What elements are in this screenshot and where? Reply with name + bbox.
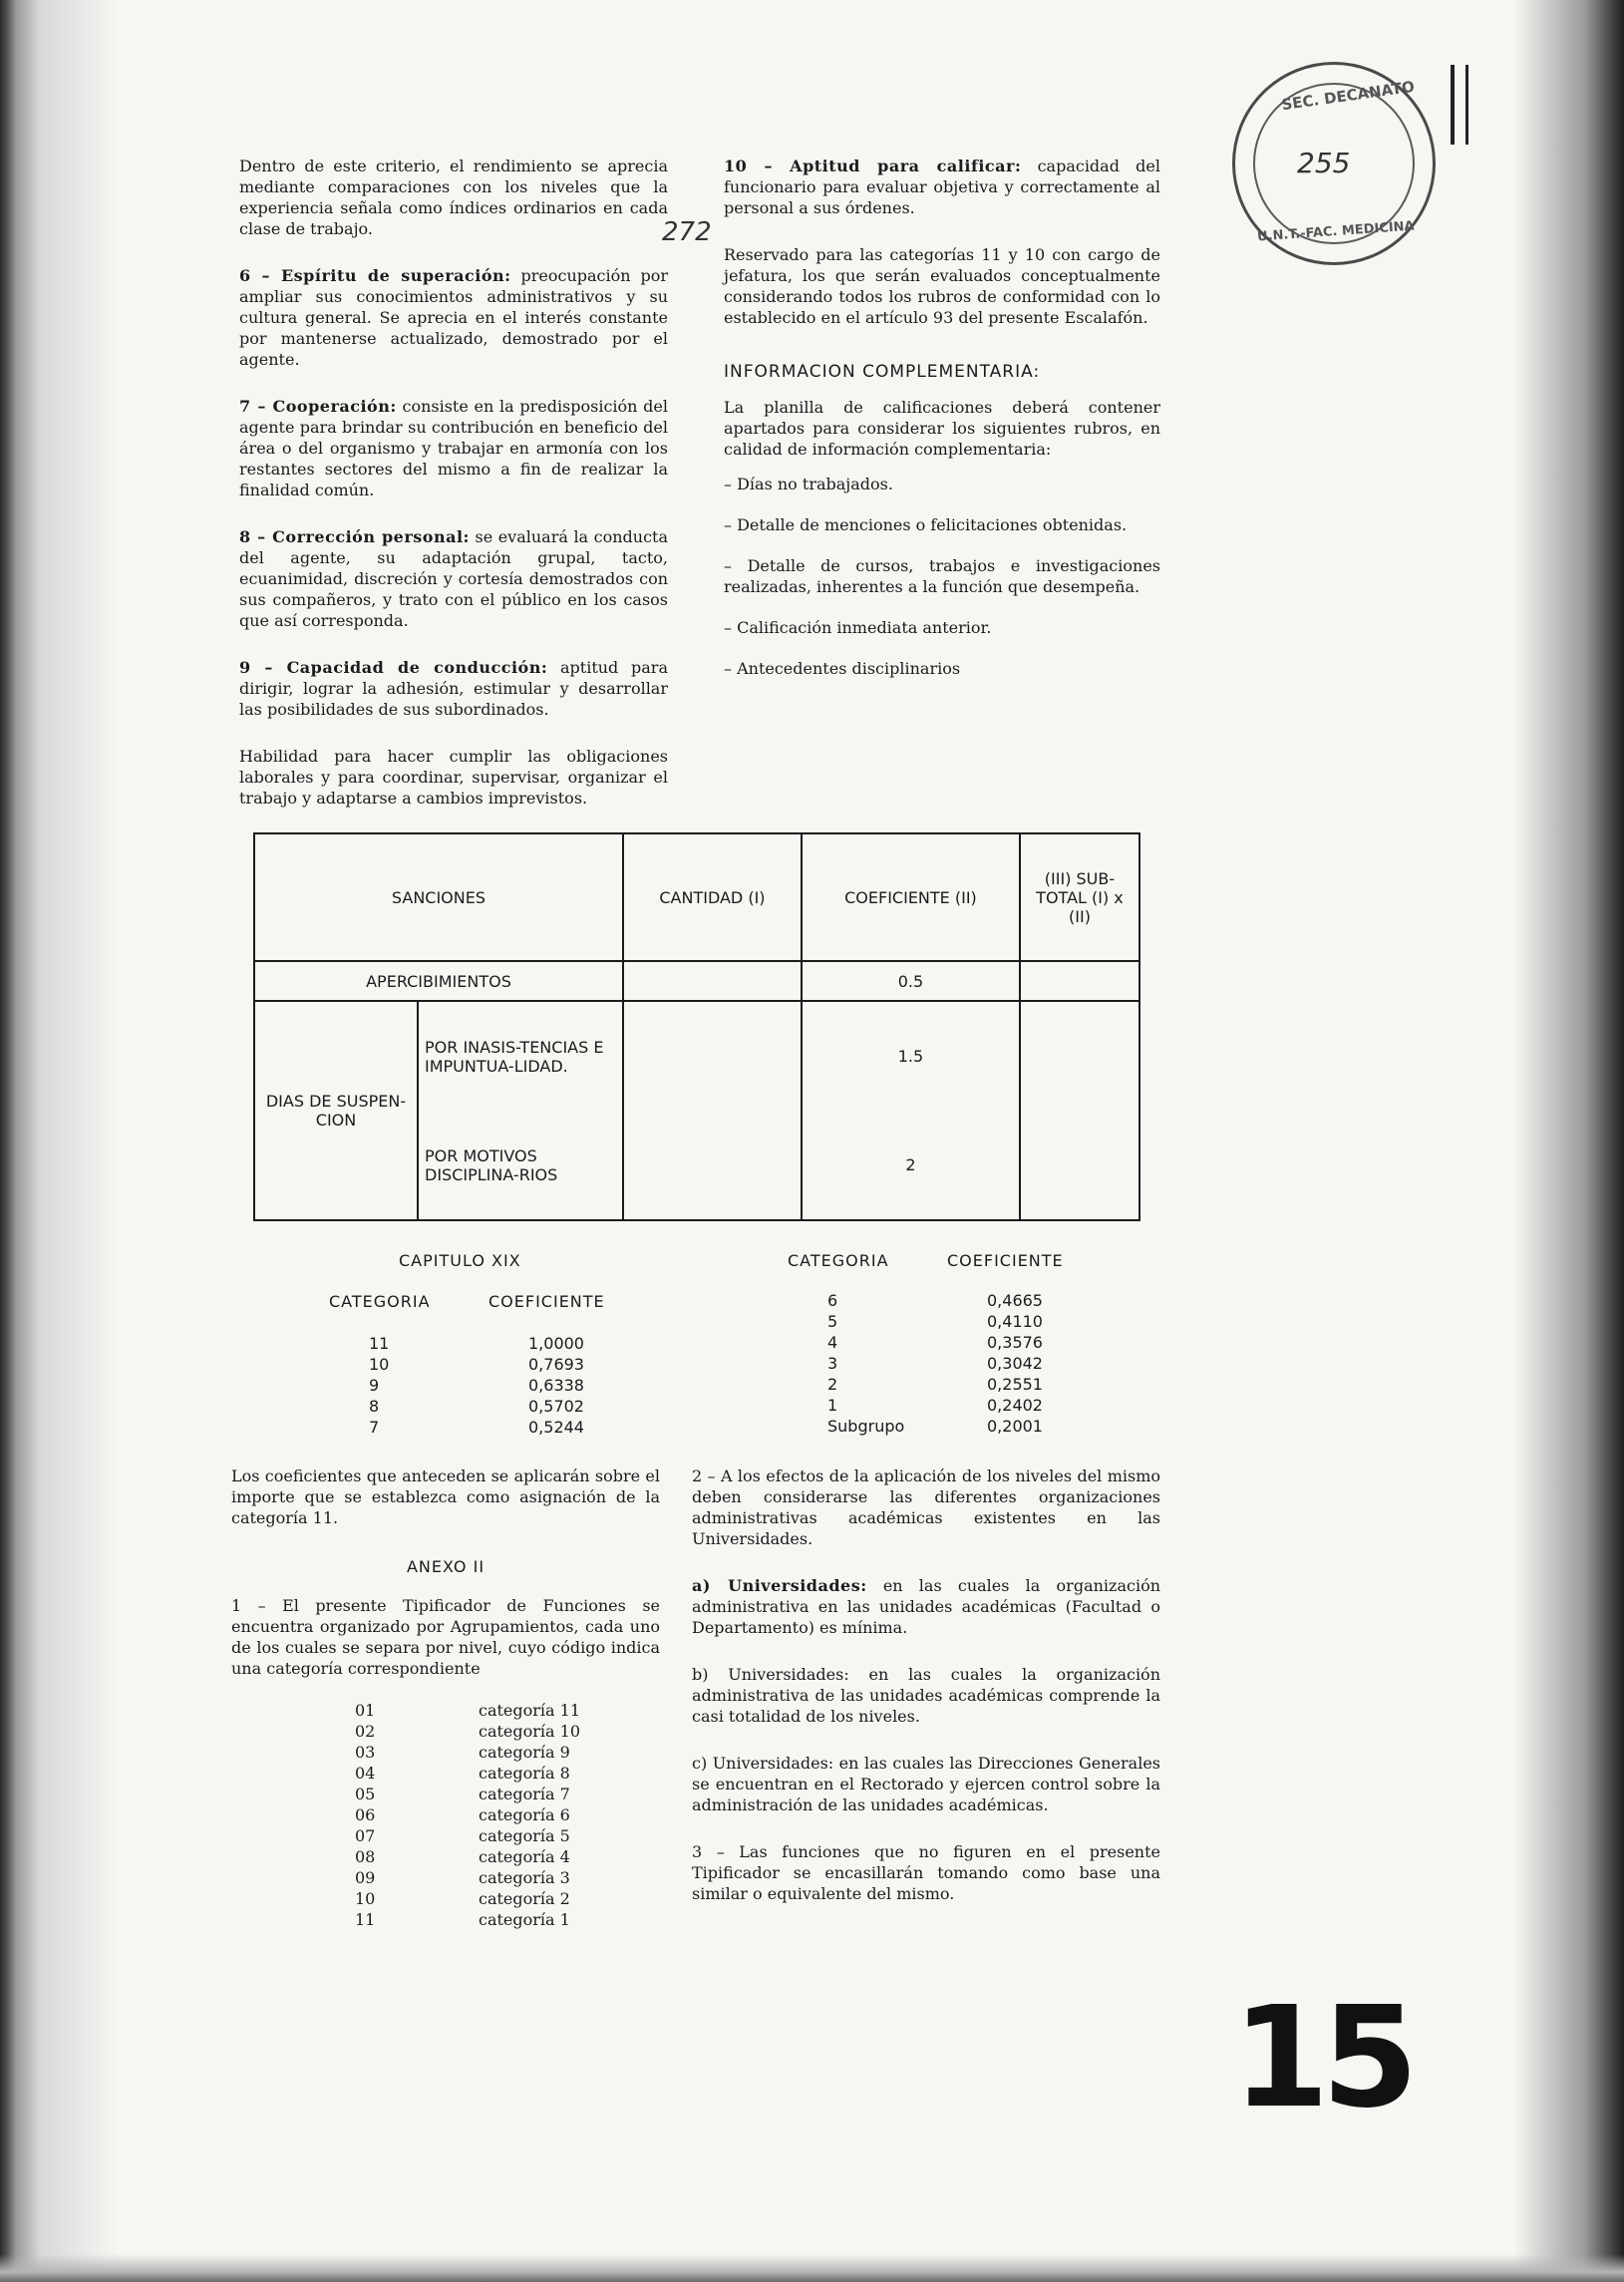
info-item: – Calificación inmediata anterior. — [724, 618, 992, 637]
right-column-top — [724, 156, 1160, 699]
coef-categoria: 11 — [369, 1334, 390, 1353]
left-top-paragraph — [239, 396, 668, 500]
coef-valor: 0,7693 — [528, 1355, 584, 1374]
coef-table-right — [758, 1251, 1137, 1451]
scan-shadow-left — [0, 0, 120, 2282]
nivel-categoria: categoría 3 — [479, 1868, 570, 1887]
nivel-code: 08 — [355, 1847, 376, 1866]
header-cantidad: CANTIDAD (I) — [623, 833, 802, 961]
cell-coef-disciplinarios: 2 — [802, 1111, 1020, 1220]
nivel-categoria: categoría 4 — [479, 1847, 570, 1866]
anexo-right-paragraph — [692, 1575, 1160, 1638]
coef-valor: 0,2551 — [987, 1375, 1043, 1394]
info-intro: La planilla de calificaciones deberá contener apartados para considerar los siguientes rubros, en calidad de información complementaria: — [724, 398, 1160, 459]
anexo-paragraph-1: 1 – El presente Tipificador de Funciones se encuentra organizado por Agrupamientos, cada uno de los cuales se separa por nivel, cuyo código indica una categoría correspondiente — [231, 1596, 660, 1678]
anexo-title: ANEXO II — [406, 1557, 486, 1576]
header-subtotal: (III) SUB-TOTAL (I) x (II) — [1020, 833, 1139, 961]
nivel-categoria-list — [329, 1701, 628, 1940]
paragraph-text: aptitud para dirigir, lograr la adhesión, estimular y desarrollar las posibilidades de sus subordinados. — [239, 658, 668, 719]
cell-cantidad — [623, 1001, 802, 1220]
nivel-categoria: categoría 7 — [479, 1785, 570, 1803]
nivel-code: 11 — [355, 1910, 376, 1929]
decanato-stamp — [1232, 62, 1436, 265]
coef-header: CATEGORIA — [788, 1251, 889, 1270]
info-item: – Días no trabajados. — [724, 475, 893, 493]
coef-valor: 0,5702 — [528, 1397, 584, 1416]
row-apercibimientos: APERCIBIMIENTOS — [254, 961, 623, 1001]
coef-valor: 0,3576 — [987, 1333, 1043, 1352]
nivel-code: 09 — [355, 1868, 376, 1887]
coef-valor: 0,4110 — [987, 1312, 1043, 1331]
row-motivos-disciplinarios: POR MOTIVOS DISCIPLINA-RIOS — [418, 1111, 623, 1220]
coef-categoria: 3 — [827, 1354, 838, 1373]
info-item: – Detalle de menciones o felicitaciones obtenidas. — [724, 515, 1128, 534]
coef-categoria: 8 — [369, 1397, 380, 1416]
scan-shadow-bottom — [0, 2254, 1624, 2282]
coef-valor: 1,0000 — [528, 1334, 584, 1353]
coef-header: COEFICIENTE — [488, 1292, 605, 1311]
nivel-code: 04 — [355, 1764, 376, 1783]
info-items-list — [724, 474, 1160, 679]
left-top-paragraph — [239, 526, 668, 631]
paragraph-text: Reservado para las categorías 11 y 10 con cargo de jefatura, los que serán evaluados conceptualmente considerando todos los rubros de conformidad con lo establecido en el artículo 93 del presente Escalafón. — [724, 245, 1160, 327]
nivel-code: 06 — [355, 1805, 376, 1824]
anexo-right-paragraph — [692, 1466, 1160, 1549]
coef-table-left — [329, 1292, 648, 1471]
nivel-categoria: categoría 8 — [479, 1764, 570, 1783]
paragraph-lead: 6 – Espíritu de superación: — [239, 266, 511, 285]
coef-header: CATEGORIA — [329, 1292, 431, 1311]
anexo-right-paragraph — [692, 1753, 1160, 1815]
cell-subtotal — [1020, 961, 1139, 1001]
scan-shadow-right — [1514, 0, 1624, 2282]
page-number: 15 — [1232, 1977, 1411, 2139]
paragraph-text: 3 – Las funciones que no figuren en el presente Tipificador se encasillarán tomando como base una similar o equivalente del mismo. — [692, 1842, 1160, 1903]
coef-categoria: 2 — [827, 1375, 838, 1394]
sanctions-table — [253, 832, 1140, 1221]
nivel-categoria: categoría 5 — [479, 1826, 570, 1845]
paragraph-lead: 10 – Aptitud para calificar: — [724, 157, 1022, 175]
group-dias-suspension: DIAS DE SUSPEN-CION — [254, 1001, 418, 1220]
left-top-paragraph — [239, 265, 668, 370]
paragraph-lead: 9 – Capacidad de conducción: — [239, 658, 548, 677]
capitulo-title — [399, 1251, 521, 1270]
nivel-categoria: categoría 6 — [479, 1805, 570, 1824]
paragraph-lead: 8 – Corrección personal: — [239, 527, 470, 546]
nivel-categoria: categoría 9 — [479, 1743, 570, 1762]
coef-valor: 0,5244 — [528, 1418, 584, 1437]
paragraph-text: 2 – A los efectos de la aplicación de los niveles del mismo deben considerarse las diferentes organizaciones administrativas académicas existentes en las Universidades. — [692, 1467, 1160, 1548]
nivel-categoria: categoría 10 — [479, 1722, 581, 1741]
stamp-top-text: SEC. DECANATO — [1280, 77, 1416, 115]
cell-coef-apercibimientos: 0.5 — [802, 961, 1020, 1001]
paragraph-lead: 7 – Cooperación: — [239, 397, 397, 416]
cell-coef-inasistencias: 1.5 — [802, 1001, 1020, 1111]
nivel-code: 03 — [355, 1743, 376, 1762]
coef-categoria: 6 — [827, 1291, 838, 1310]
coef-valor: 0,4665 — [987, 1291, 1043, 1310]
right-top-paragraph — [724, 244, 1160, 328]
scan-mark — [1465, 65, 1468, 145]
paragraph-lead: a) Universidades: — [692, 1576, 867, 1595]
coef-categoria: 4 — [827, 1333, 838, 1352]
cell-cantidad — [623, 961, 802, 1001]
nivel-code: 10 — [355, 1889, 376, 1908]
nivel-code: 05 — [355, 1785, 376, 1803]
coef-valor: 0,3042 — [987, 1354, 1043, 1373]
left-column-top — [239, 156, 668, 834]
paragraph-text: capacidad del funcionario para evaluar objetiva y correctamente al personal a sus órdenes. — [724, 157, 1160, 217]
paragraph-text: se evaluará la conducta del agente, su adaptación grupal, tacto, ecuanimidad, discreción y cortesía demostrados con sus compañeros, y trato con el público en los casos que así corresponda. — [239, 527, 669, 630]
left-top-paragraph — [239, 657, 668, 720]
paragraph-text: c) Universidades: en las cuales las Direcciones Generales se encuentran en el Rectorado y ejercen control sobre la administración de las unidades académicas. — [692, 1754, 1160, 1814]
paragraph-text: en las cuales la organización administrativa en las unidades académicas (Facultad o Departamento) es mínima. — [692, 1576, 1161, 1637]
left-top-paragraph — [239, 746, 668, 809]
stamp-bottom-text: U.N.T.-FAC. MEDICINA — [1256, 218, 1416, 245]
coef-valor: 0,6338 — [528, 1376, 584, 1395]
coef-categoria: 7 — [369, 1418, 380, 1437]
left-top-paragraph — [239, 156, 668, 239]
coef-valor: 0,2402 — [987, 1396, 1043, 1415]
info-item: – Detalle de cursos, trabajos e investigaciones realizadas, inherentes a la función que desempeña. — [724, 556, 1160, 596]
paragraph-text: consiste en la predisposición del agente para brindar su contribución en beneficio del área o del organismo y trabajar en armonía con los restantes sectores del mismo a fin de realizar la finalidad común. — [239, 397, 669, 499]
coef-header: COEFICIENTE — [947, 1251, 1064, 1270]
nivel-categoria: categoría 2 — [479, 1889, 570, 1908]
cell-subtotal — [1020, 1001, 1139, 1220]
coef-categoria: Subgrupo — [827, 1417, 905, 1436]
coef-note — [231, 1466, 660, 1705]
info-complementaria-heading: INFORMACION COMPLEMENTARIA: — [724, 362, 1041, 382]
coef-valor: 0,2001 — [987, 1417, 1043, 1436]
capitulo-title-text: CAPITULO XIX — [399, 1251, 521, 1270]
coef-categoria: 5 — [827, 1312, 838, 1331]
nivel-code: 01 — [355, 1701, 376, 1720]
info-item: – Antecedentes disciplinarios — [724, 659, 961, 678]
paragraph-text: Dentro de este criterio, el rendimiento se aprecia mediante comparaciones con los niveles que la experiencia señala como índices ordinarios en cada clase de trabajo. — [239, 157, 668, 238]
scan-mark — [1451, 65, 1455, 145]
anexo-right-paragraph — [692, 1841, 1160, 1904]
stamp-number: 255 — [1297, 147, 1351, 179]
header-sanciones: SANCIONES — [254, 833, 623, 961]
coef-categoria: 10 — [369, 1355, 390, 1374]
right-top-paragraph — [724, 156, 1160, 218]
paragraph-text: preocupación por ampliar sus conocimientos administrativos y su cultura general. Se aprecia en el interés constante por mantenerse actualizado, demostrado por el agente. — [239, 266, 669, 369]
coef-note-text: Los coeficientes que anteceden se aplicarán sobre el importe que se establezca como asignación de la categoría 11. — [231, 1467, 660, 1527]
row-inasistencias: POR INASIS-TENCIAS E IMPUNTUA-LIDAD. — [418, 1001, 623, 1111]
handwritten-folio-number: 272 — [662, 217, 712, 247]
nivel-code: 07 — [355, 1826, 376, 1845]
coef-categoria: 9 — [369, 1376, 380, 1395]
nivel-categoria: categoría 1 — [479, 1910, 570, 1929]
paragraph-text: Habilidad para hacer cumplir las obligaciones laborales y para coordinar, supervisar, organizar el trabajo y adaptarse a cambios imprevistos. — [239, 747, 668, 808]
anexo-right-paragraph — [692, 1664, 1160, 1727]
paragraph-text: b) Universidades: en las cuales la organización administrativa de las unidades académicas comprende la casi totalidad de los niveles. — [692, 1665, 1160, 1726]
nivel-code: 02 — [355, 1722, 376, 1741]
coef-categoria: 1 — [827, 1396, 838, 1415]
anexo-right-column — [692, 1466, 1160, 1930]
header-coeficiente: COEFICIENTE (II) — [802, 833, 1020, 961]
nivel-categoria: categoría 11 — [479, 1701, 581, 1720]
